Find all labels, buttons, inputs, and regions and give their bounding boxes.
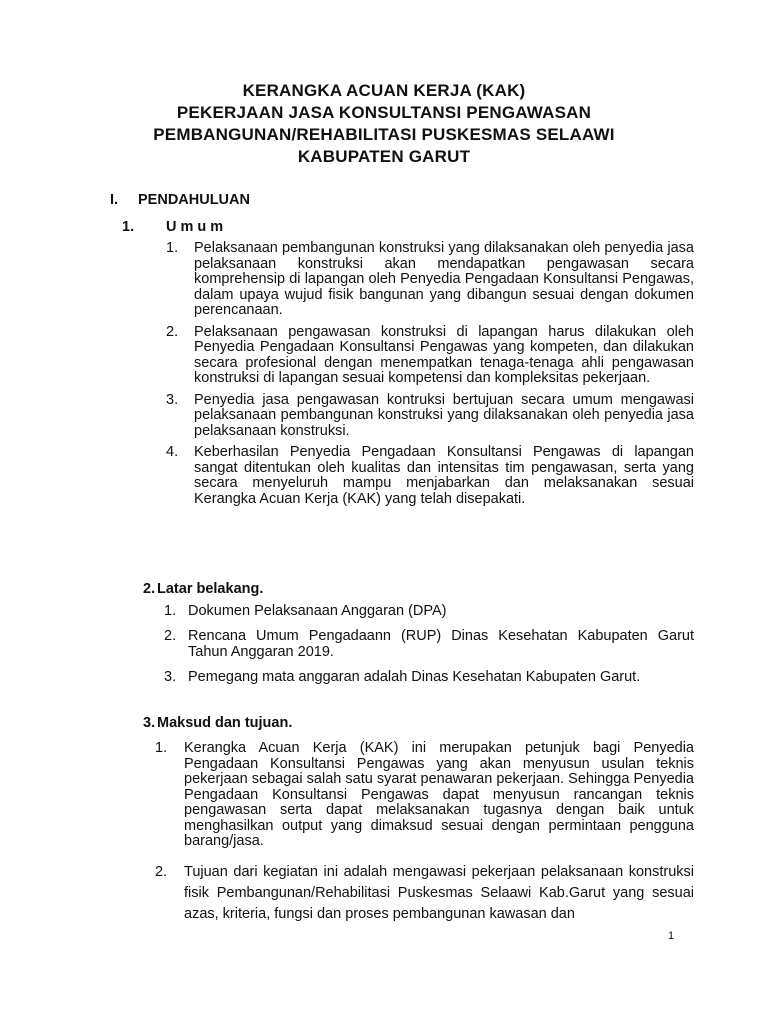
subsection-title: Latar belakang. (157, 581, 264, 597)
list-item (164, 628, 694, 660)
subsection-number: 1. (122, 219, 135, 235)
list-item-text: Tujuan dari kegiatan ini adalah mengawasi pekerjaan pelaksanaan konstruksi fisik Pembangunan/Rehabilitasi Puskesmas Selaawi Kab.Garut yang sesuai azas, kriteria, fungsi dan proses pembangunan kawasan dan (184, 863, 694, 922)
list-item-number: 2. (155, 863, 168, 880)
section-heading (110, 190, 250, 210)
list-item-text: Pemegang mata anggaran adalah Dinas Kesehatan Kabupaten Garut. (188, 669, 641, 685)
page-number: 1 (668, 930, 675, 942)
list-item-text: Kerangka Acuan Kerja (KAK) ini merupakan petunjuk bagi Penyedia Pengadaan Konsultansi Pengawas yang akan menyusun usulan teknis pekerjaan sebagai salah satu syarat penawaran pekerjaan. Sehingga Penyedia Pengadaan Konsultansi Pengawas dapat menyusun rancangan teknis pengawasan serta dapat melaksanakan tugasnya dengan baik untuk menghasilkan output yang dimaksud sesuai dengan permintaan pengguna barang/jasa. (184, 740, 694, 849)
list-item-text: Rencana Umum Pengadaann (RUP) Dinas Kesehatan Kabupaten Garut Tahun Anggaran 2019. (188, 628, 694, 660)
subsection-heading-latar-belakang (143, 579, 263, 599)
title-line: PEKERJAAN JASA KONSULTANSI PENGAWASAN (176, 103, 592, 122)
list-item-text: Penyedia jasa pengawasan kontruksi bertujuan secara umum mengawasi pelaksanaan pembangunan konstruksi yang dilaksanakan oleh penyedia jasa pelaksanaan konstruksi. (194, 391, 694, 439)
list-item-number: 4. (166, 444, 179, 460)
list-item-number: 3. (166, 391, 179, 408)
list-item (166, 241, 694, 319)
subsection-title: U m u m (166, 219, 224, 235)
list-item-number: 3. (164, 669, 177, 685)
list-item-text: Keberhasilan Penyedia Pengadaan Konsultansi Pengawas di lapangan sangat ditentukan oleh kualitas dan intensitas tim pengawasan, serta yang secara menyeluruh mampu menjabarkan dan melaksanakan sesuai Kerangka Acuan Kerja (KAK) yang telah disepakati. (194, 444, 694, 507)
section-title: PENDAHULUAN (138, 192, 250, 208)
list-item (155, 741, 694, 850)
subsection-number: 3. (143, 715, 156, 731)
list-item (166, 393, 694, 440)
subsection-heading-umum (122, 217, 223, 237)
list-item-number: 1. (166, 240, 179, 256)
list-item (164, 669, 694, 685)
list-item-number: 2. (166, 323, 179, 340)
list-item-text: Pelaksanaan pembangunan konstruksi yang dilaksanakan oleh penyedia jasa pelaksanaan konstruksi akan mendapatkan pengawasan secara komprehensip di lapangan oleh Penyedia Pengadaan Konsultansi Pengawas, dalam upaya wujud fisik bangunan yang dibangun sesuai dengan dokumen perencanaan. (194, 240, 694, 318)
list-item (166, 325, 694, 387)
umum-list (166, 241, 694, 513)
list-item-text: Dokumen Pelaksanaan Anggaran (DPA) (188, 603, 447, 619)
title-line: KABUPATEN GARUT (297, 147, 471, 166)
list-item-text: Pelaksanaan pengawasan konstruksi di lapangan harus dilakukan oleh Penyedia Pengadaan Konsultansi Pengawas yang kompeten, dan dilakukan secara profesional dengan menempatkan tenaga-tenaga ahli pengawasan konstruksi di lapangan sesuai kompetensi dan kompleksitas pekerjaan. (194, 323, 694, 386)
list-item (164, 603, 694, 619)
title-line: PEMBANGUNAN/REHABILITASI PUSKESMAS SELAAWI (153, 125, 615, 144)
subsection-title: Maksud dan tujuan. (157, 715, 293, 731)
title-line: KERANGKA ACUAN KERJA (KAK) (242, 81, 526, 100)
subsection-heading-maksud-tujuan (143, 713, 292, 733)
list-item-number: 1. (164, 603, 177, 619)
subsection-number: 2. (143, 581, 156, 597)
list-item (166, 445, 694, 507)
document-title (0, 80, 768, 168)
list-item-number: 1. (155, 740, 168, 756)
list-item-number: 2. (164, 628, 177, 644)
latar-belakang-list (164, 603, 694, 691)
list-item (155, 862, 694, 925)
section-number: I. (110, 192, 119, 208)
maksud-tujuan-list (155, 741, 694, 931)
